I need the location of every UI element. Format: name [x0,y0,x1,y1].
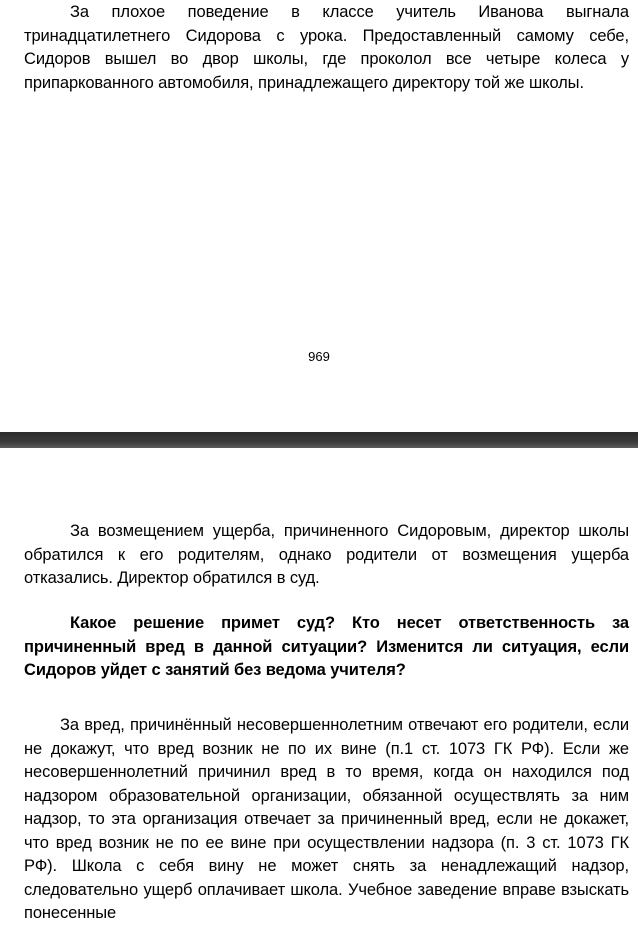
case-continuation-paragraph: За возмещением ущерба, причиненного Сидоровым, директор школы обратился к его родителям, однако родители от возмещения ущерба отказались. Директор обратился в суд. [24,522,629,587]
page-separator [0,432,638,448]
document-page-next [0,448,638,922]
answer-paragraph: За вред, причинённый несовершеннолетним отвечают его родители, если не докажут, что вред возник не по их вине (п.1 ст. 1073 ГК РФ). Если же несовершеннолетний причинил вред в то время, когда он находился под надзором образовательной организации, обязанной осуществлять за ним надзор, то эта организация отвечает за причиненный вред, если не докажет, что вред возник не по ее вине при осуществлении надзора (п. 3 ст. 1073 ГК РФ). Школа с себя вину не может снять за ненадлежащий надзор, следовательно ущерб оплачивает школа. Учебное заведение вправе взыскать понесенные [24,716,629,922]
document-page-969 [0,0,638,432]
case-description-paragraph: За плохое поведение в классе учитель Иванова выгнала тринадцатилетнего Сидорова с урока. Предоставленный самому себе, Сидоров вышел во двор школы, где проколол все четыре колеса у припаркованного автомобиля, принадлежащего директору той же школы. [24,3,629,92]
question-paragraph: Какое решение примет суд? Кто несет ответственность за причиненный вред в данной ситуации? Изменится ли ситуация, если Сидоров уйдет с занятий без ведома учителя? [24,614,629,679]
page-number: 969 [308,349,330,364]
